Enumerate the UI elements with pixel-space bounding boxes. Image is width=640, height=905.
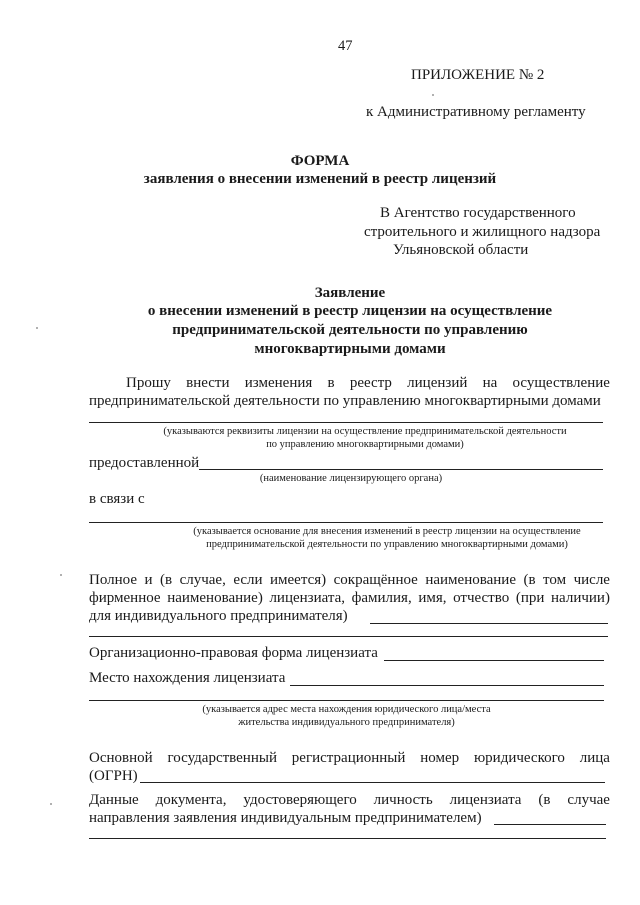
statement-line: о внесении изменений в реестр лицензии на осуществление xyxy=(147,303,553,319)
fullname-line: Полное и (в случае, если имеется) сокращённое наименование (в том числе xyxy=(89,572,610,588)
ogrn-line: Основной государственный регистрационный номер юридического лица xyxy=(89,750,610,766)
id-doc-line: направления заявления индивидуальным предпринимателем) xyxy=(89,810,482,826)
hint-license-details: (указываются реквизиты лицензии на осуществление предпринимательской деятельности по управлению многоквартирными домами) xyxy=(163,426,567,450)
location-label: Место нахождения лицензиата xyxy=(89,670,286,686)
request-line: предпринимательской деятельности по управлению многоквартирными домами xyxy=(89,393,601,409)
scan-speck xyxy=(36,327,38,329)
location-field-continued[interactable] xyxy=(89,700,604,701)
request-line: Прошу внести изменения в реестр лицензий на осуществление xyxy=(126,375,610,391)
hint-licensing-body: (наименование лицензирующего органа) xyxy=(259,473,443,484)
page-number: 47 xyxy=(338,38,353,54)
ogrn-field[interactable] xyxy=(140,782,605,783)
form-subtitle: заявления о внесении изменений в реестр лицензий xyxy=(143,171,497,187)
scan-speck xyxy=(50,803,52,805)
fullname-field[interactable] xyxy=(370,623,608,624)
provided-label: предоставленной xyxy=(89,455,200,471)
appendix-title: ПРИЛОЖЕНИЕ № 2 xyxy=(411,67,545,83)
in-connection-label: в связи с xyxy=(89,491,145,507)
license-details-field[interactable] xyxy=(89,422,603,423)
fullname-line: фирменное наименование) лицензиата, фамилия, имя, отчество (при наличии) xyxy=(89,590,610,606)
addressee-line: Ульяновской области xyxy=(393,242,529,258)
statement-line: предпринимательской деятельности по управлению xyxy=(172,322,528,338)
statement-title: Заявление xyxy=(314,285,386,301)
hint-location: (указывается адрес места нахождения юридического лица/места жительства индивидуального предпринимателя) xyxy=(202,704,491,728)
statement-line: многоквартирными домами xyxy=(254,341,446,357)
scan-speck xyxy=(432,94,434,96)
fullname-field-continued[interactable] xyxy=(89,636,608,637)
legal-form-label: Организационно-правовая форма лицензиата xyxy=(89,645,378,661)
scan-speck xyxy=(60,574,62,576)
addressee-line: строительного и жилищного надзора xyxy=(364,224,601,240)
appendix-reference: к Административному регламенту xyxy=(366,104,586,120)
change-basis-field[interactable] xyxy=(89,522,603,523)
fullname-line: для индивидуального предпринимателя) xyxy=(89,608,348,624)
id-doc-field-continued[interactable] xyxy=(89,838,606,839)
licensing-body-field[interactable] xyxy=(199,469,603,470)
ogrn-abbr: (ОГРН) xyxy=(89,768,138,784)
id-doc-field[interactable] xyxy=(494,824,606,825)
hint-change-basis: (указывается основание для внесения изменений в реестр лицензии на осуществление предпринимательской деятельности по управлению многоквартирными домами) xyxy=(193,526,581,550)
id-doc-line: Данные документа, удостоверяющего личность лицензиата (в случае xyxy=(89,792,610,808)
location-field[interactable] xyxy=(290,685,604,686)
form-title: ФОРМА xyxy=(290,153,350,169)
legal-form-field[interactable] xyxy=(384,660,604,661)
addressee-line: В Агентство государственного xyxy=(380,205,576,221)
